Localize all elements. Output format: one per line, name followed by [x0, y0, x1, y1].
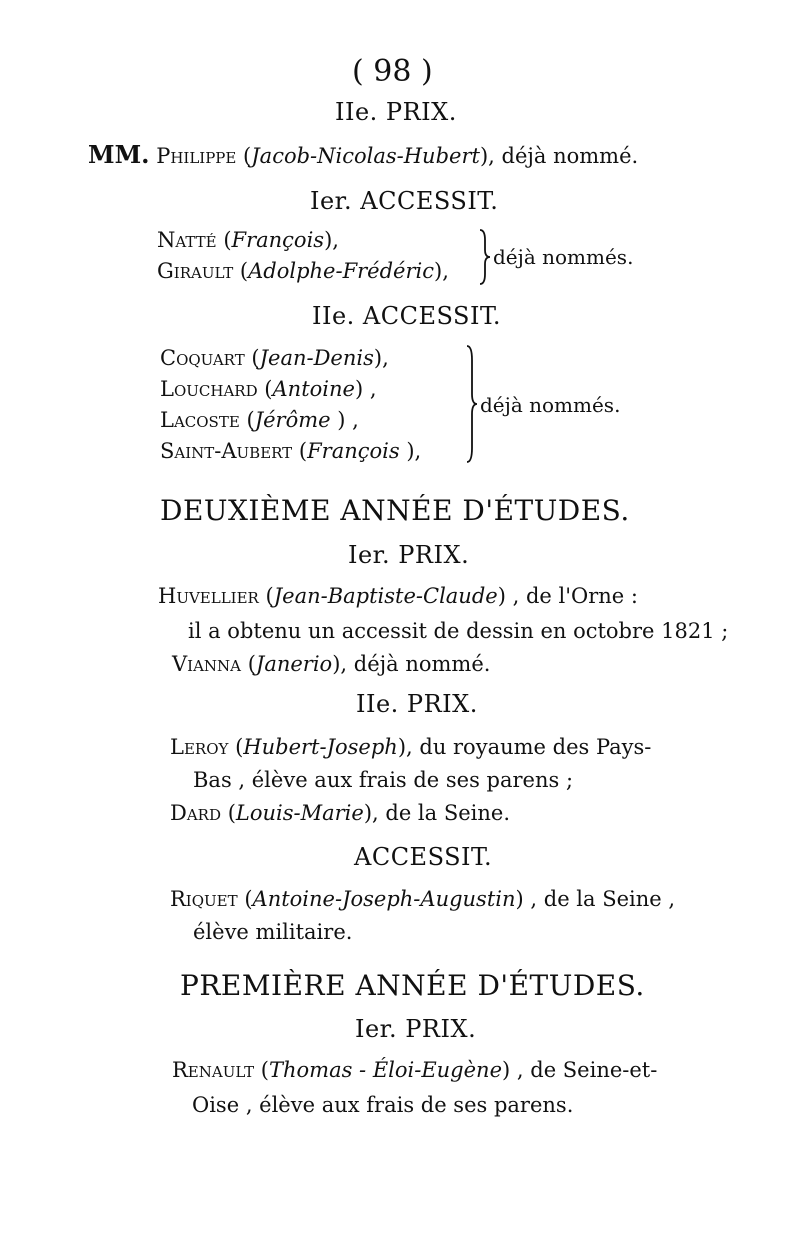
page-number: ( 98 )	[352, 54, 433, 89]
note: de l'Orne :	[525, 584, 638, 608]
entry-saint-aubert: Saint-Aubert (François ),	[160, 439, 422, 463]
given-names: Jean-Baptiste-Claude	[273, 584, 498, 608]
entry-riquet: Riquet (Antoine-Joseph-Augustin) , de la Seine ,	[170, 887, 676, 911]
entry-huvellier: Huvellier (Jean-Baptiste-Claude) , de l'Orne :	[158, 584, 638, 608]
note: du royaume des Pays-	[419, 735, 652, 759]
heading-second-prize: IIe. PRIX.	[335, 98, 457, 126]
entry-huvellier-line2: il a obtenu un accessit de dessin en octobre 1821 ;	[188, 619, 729, 643]
given-names: Jérôme	[254, 408, 331, 432]
given-names: Jacob-Nicolas-Hubert	[251, 144, 480, 168]
given-names: Antoine	[272, 377, 355, 401]
note: déjà nommé.	[353, 652, 491, 676]
surname: Philippe	[156, 144, 237, 168]
entry-vianna: Vianna (Janerio), déjà nommé.	[172, 652, 491, 676]
entry-renault-line2: Oise , élève aux frais de ses parens.	[192, 1093, 574, 1117]
heading-second-prize: IIe. PRIX.	[356, 690, 478, 718]
brace-icon	[465, 344, 479, 464]
section-title-deuxieme-annee: DEUXIÈME ANNÉE D'ÉTUDES.	[160, 494, 630, 527]
note: de la Seine ,	[543, 887, 676, 911]
heading-first-accessit: Ier. ACCESSIT.	[310, 187, 499, 215]
note: de la Seine.	[385, 801, 510, 825]
heading-accessit: ACCESSIT.	[354, 843, 493, 871]
surname: Coquart	[160, 346, 245, 370]
entry-dard: Dard (Louis-Marie), de la Seine.	[170, 801, 510, 825]
entry-louchard: Louchard (Antoine) ,	[160, 377, 377, 401]
given-names: Thomas - Éloi-Eugène	[269, 1058, 503, 1082]
entry-renault: Renault (Thomas - Éloi-Eugène) , de Seine-et-	[172, 1058, 658, 1082]
brace-icon	[478, 228, 492, 286]
surname: Dard	[170, 801, 221, 825]
given-names: François	[231, 228, 325, 252]
heading-first-prize: Ier. PRIX.	[348, 541, 470, 569]
given-names: Janerio	[255, 652, 333, 676]
given-names: François	[307, 439, 400, 463]
heading-first-prize: Ier. PRIX.	[355, 1015, 477, 1043]
surname: Riquet	[170, 887, 238, 911]
entry-leroy-line2: Bas , élève aux frais de ses parens ;	[193, 768, 574, 792]
entry-leroy: Leroy (Hubert-Joseph), du royaume des Pays-	[170, 735, 652, 759]
mm-prefix: MM.	[88, 140, 150, 169]
entry-natte: Natté (François),	[157, 228, 339, 252]
given-names: Hubert-Joseph	[243, 735, 398, 759]
given-names: Adolphe-Frédéric	[248, 259, 434, 283]
entry-philippe: MM. Philippe (Jacob-Nicolas-Hubert), déjà nommé.	[88, 140, 639, 169]
surname: Natté	[157, 228, 217, 252]
given-names: Antoine-Joseph-Augustin	[252, 887, 516, 911]
surname: Lacoste	[160, 408, 240, 432]
surname: Louchard	[160, 377, 258, 401]
entry-girault: Girault (Adolphe-Frédéric),	[157, 259, 449, 283]
surname: Huvellier	[158, 584, 259, 608]
note: de Seine-et-	[530, 1058, 658, 1082]
section-title-premiere-annee: PREMIÈRE ANNÉE D'ÉTUDES.	[180, 969, 645, 1002]
surname: Leroy	[170, 735, 229, 759]
given-names: Jean-Denis	[259, 346, 374, 370]
entry-coquart: Coquart (Jean-Denis),	[160, 346, 389, 370]
surname: Vianna	[172, 652, 242, 676]
deja-nommes-label: déjà nommés.	[493, 245, 634, 269]
entry-lacoste: Lacoste (Jérôme ) ,	[160, 408, 359, 432]
deja-nommes-label: déjà nommés.	[480, 393, 621, 417]
heading-second-accessit: IIe. ACCESSIT.	[312, 302, 502, 330]
surname: Renault	[172, 1058, 255, 1082]
note: déjà nommé.	[501, 144, 639, 168]
surname: Saint-Aubert	[160, 439, 293, 463]
surname: Girault	[157, 259, 234, 283]
entry-riquet-line2: élève militaire.	[193, 920, 353, 944]
given-names: Louis-Marie	[235, 801, 364, 825]
